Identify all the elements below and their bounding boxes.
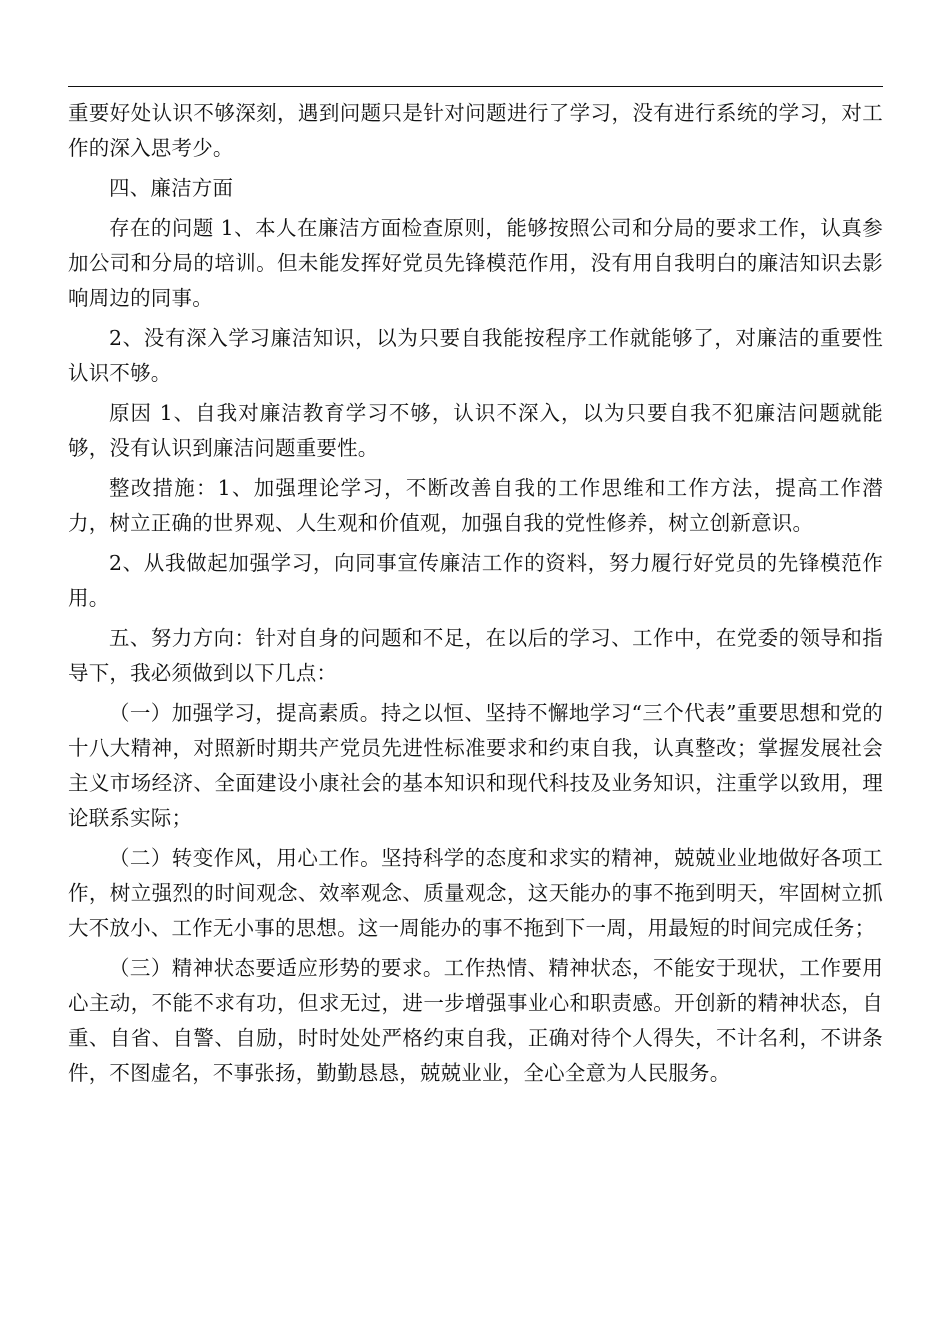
paragraph-direction-1: （一）加强学习，提高素质。持之以恒、坚持不懈地学习“三个代表”重要思想和党的十八大精神，对照新时期共产党员先进性标准要求和约束自我，认真整改；掌握发展社会主义市场经济、全面建设小康社会的基本知识和现代科技及业务知识，注重学以致用，理论联系实际； [68,701,883,830]
document-page [68,0,883,1344]
paragraph-integrity-cause: 原因 1、自我对廉洁教育学习不够，认识不深入，以为只要自我不犯廉洁问题就能够，没有认识到廉洁问题重要性。 [68,401,883,460]
paragraph-direction-2: （二）转变作风，用心工作。坚持科学的态度和求实的精神，兢兢业业地做好各项工作，树立强烈的时间观念、效率观念、质量观念，这天能办的事不拖到明天，牢固树立抓大不放小、工作无小事的思想。这一周能办的事不拖到下一周，用最短的时间完成任务； [68,846,883,940]
paragraph-continuation: 重要好处认识不够深刻，遇到问题只是针对问题进行了学习，没有进行系统的学习，对工作的深入思考少。 [68,101,883,160]
section-heading-direction: 五、努力方向：针对自身的问题和不足，在以后的学习、工作中，在党委的领导和指导下，我必须做到以下几点： [68,626,883,685]
header-rule [68,86,883,87]
paragraph-direction-3: （三）精神状态要适应形势的要求。工作热情、精神状态，不能安于现状，工作要用心主动，不能不求有功，但求无过，进一步增强事业心和职责感。开创新的精神状态，自重、自省、自警、自励，时时处处严格约束自我，正确对待个人得失，不计名利，不讲条件，不图虚名，不事张扬，勤勤恳恳，兢兢业业，全心全意为人民服务。 [68,956,883,1085]
paragraph-rectification-1: 整改措施：1、加强理论学习，不断改善自我的工作思维和工作方法，提高工作潜力，树立正确的世界观、人生观和价值观，加强自我的党性修养，树立创新意识。 [68,476,883,535]
document-body [68,96,883,1091]
section-heading-integrity: 四、廉洁方面 [109,176,234,200]
paragraph-rectification-2: 2、从我做起加强学习，向同事宣传廉洁工作的资料，努力履行好党员的先锋模范作用。 [68,551,883,610]
paragraph-integrity-problem-1: 存在的问题 1、本人在廉洁方面检查原则，能够按照公司和分局的要求工作，认真参加公司和分局的培训。但未能发挥好党员先锋模范作用，没有用自我明白的廉洁知识去影响周边的同事。 [68,216,883,310]
paragraph-integrity-problem-2: 2、没有深入学习廉洁知识，以为只要自我能按程序工作就能够了，对廉洁的重要性认识不够。 [68,326,883,385]
